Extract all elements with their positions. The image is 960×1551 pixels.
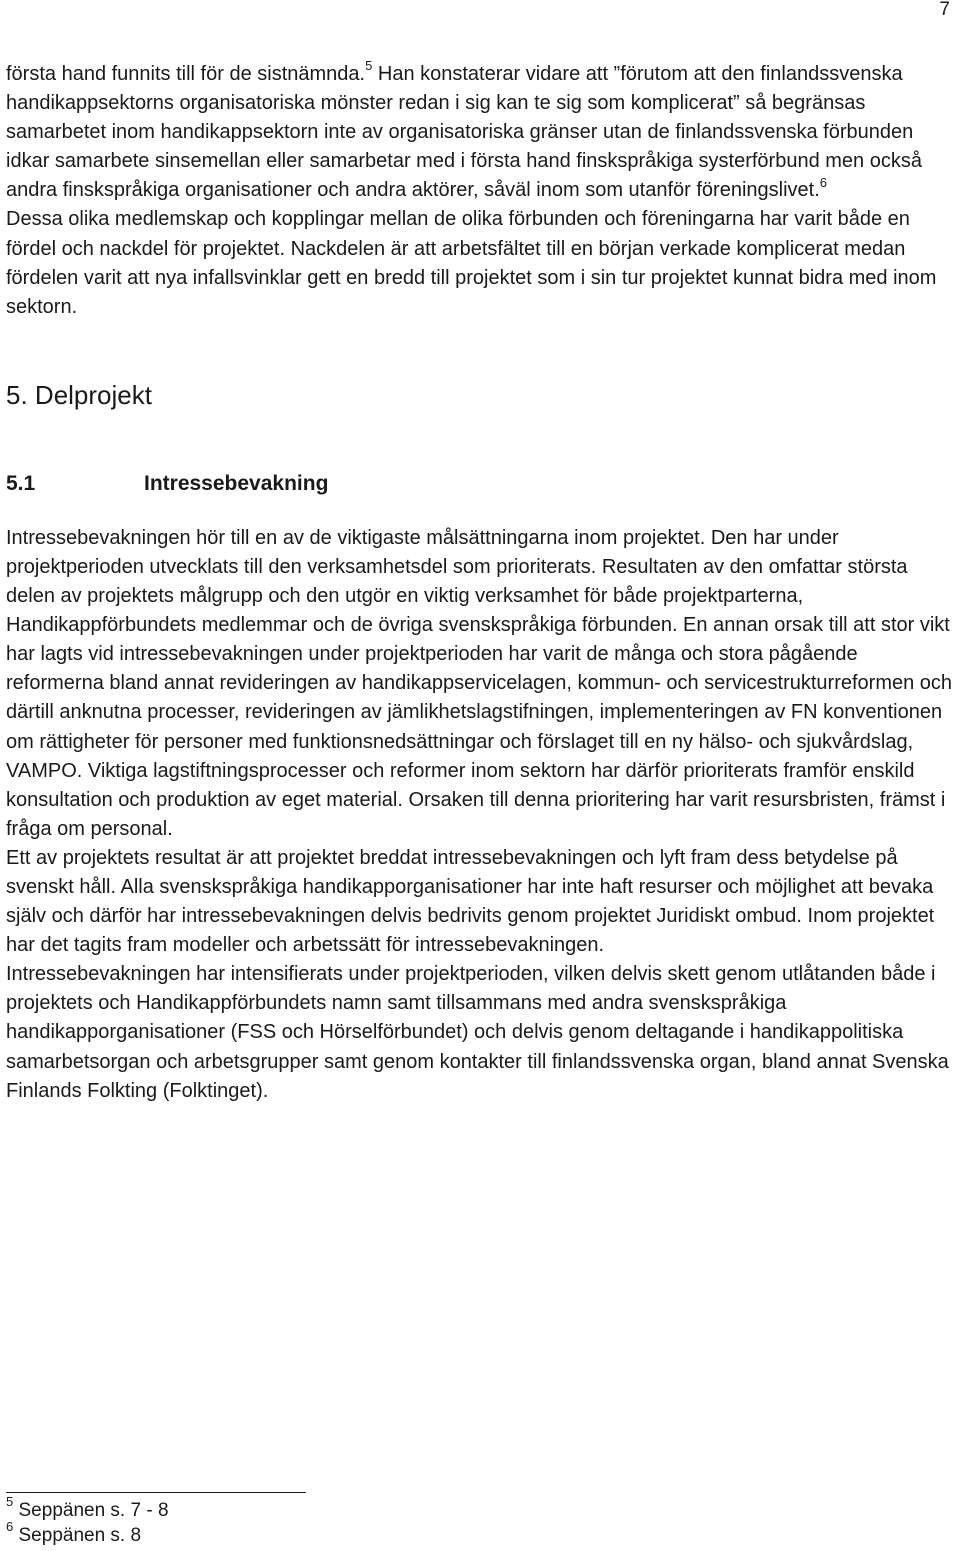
paragraph-3: Intressebevakningen hör till en av de viktigaste målsättningarna inom projektet. Den har under projektperioden utvecklats till den verksamhetsdel som prioriterats. Resultaten av den omfattar största delen av projektets målgrupp och den utgör en viktig verksamhet för både projektparterna, Handikappförbundets medlemmar och de övriga svenskspråkiga förbunden. En annan orsak till att stor vikt har lagts vid intressebevakningen under projektperioden har varit de många och stora pågående reformerna bland annat revideringen av handikappservicelagen, kommun- och servicestrukturreformen och därtill anknutna processer, revideringen av jämlikhetslagstifningen, implementeringen av FN konventionen om rättigheter för personer med funktionsnedsättningar och förslaget till en ny hälso- och sjukvårdslag, VAMPO. Viktiga lagstiftningsprocesser och reformer inom sektorn har därför prioriterats framför enskild konsultation och produktion av eget material. Orsaken till denna prioritering har varit resursbristen, främst i fråga om personal. <box>6 526 953 840</box>
footnote-5 <box>6 1493 169 1523</box>
footnote-mark-6: 6 <box>6 1518 14 1534</box>
footnote-separator <box>6 1492 306 1493</box>
section-heading <box>6 380 956 410</box>
footnote-ref-5[interactable]: 5 <box>365 58 373 74</box>
section-number: 5. <box>6 379 28 410</box>
subsection-heading <box>6 472 956 496</box>
footnote-ref-6[interactable]: 6 <box>819 174 828 190</box>
paragraph-5: Intressebevakningen har intensifierats under projektperioden, vilken delvis skett genom utlåtanden både i projektets och Handikappförbundets namn samt tillsammans med andra svenskspråkiga handikapporganisationer (FSS och Hörselförbundet) och delvis genom deltagande i handikappolitiska samarbetsorgan och arbetsgrupper samt genom kontakter till finlandssvenska organ, bland annat Svenska Finlands Folkting (Folktinget). <box>6 963 949 1102</box>
paragraph-1 <box>6 60 956 205</box>
paragraph-4: Ett av projektets resultat är att projektet breddat intressebevakningen och lyft fram dess betydelse på svenskt håll. Alla svenskspråkiga handikapporganisationer har inte haft resurser och möjlighet att bevaka själv och därför har intressebevakningen delvis bedrivits genom projektet Juridiskt ombud. Inom projektet har det tagits fram modeller och arbetssätt för intressebevakningen. <box>6 846 935 957</box>
footnote-mark-5: 5 <box>6 1493 14 1509</box>
footnotes <box>6 1493 169 1548</box>
footnote-text-6: Seppänen s. 8 <box>13 1525 142 1546</box>
page-number: 7 <box>939 0 950 20</box>
footnote-6 <box>6 1518 169 1548</box>
section-title: Delprojekt <box>34 379 152 410</box>
paragraph-1-text-b: Han konstaterar vidare att ”förutom att den finlandssvenska handikappsektorns organisatoriska mönster redan i sig kan te sig som komplicerat” så begränsas samarbetet inom handikappsektorn inte av organisatoriska gränser utan de finlandssvenska förbunden idkar samarbete sinsemellan eller samarbetar med i första hand finskspråkiga systerförbund men också andra finskspråkiga organisationer och andra aktörer, såväl inom som utanför föreningslivet. <box>6 63 922 202</box>
document-body <box>6 60 956 1106</box>
footnote-text-5: Seppänen s. 7 - 8 <box>13 1500 169 1521</box>
paragraph-2: Dessa olika medlemskap och kopplingar mellan de olika förbunden och föreningarna har varit både en fördel och nackdel för projektet. Nackdelen är att arbetsfältet till en början verkade komplicerat medan fördelen varit att nya infallsvinklar gett en bredd till projektet som i sin tur projektet kunnat bidra med inom sektorn. <box>6 208 937 318</box>
subsection-title: Intressebevakning <box>144 471 329 495</box>
paragraph-1-text-a: första hand funnits till för de sistnämnda. <box>6 63 366 85</box>
subsection-number: 5.1 <box>6 471 36 495</box>
